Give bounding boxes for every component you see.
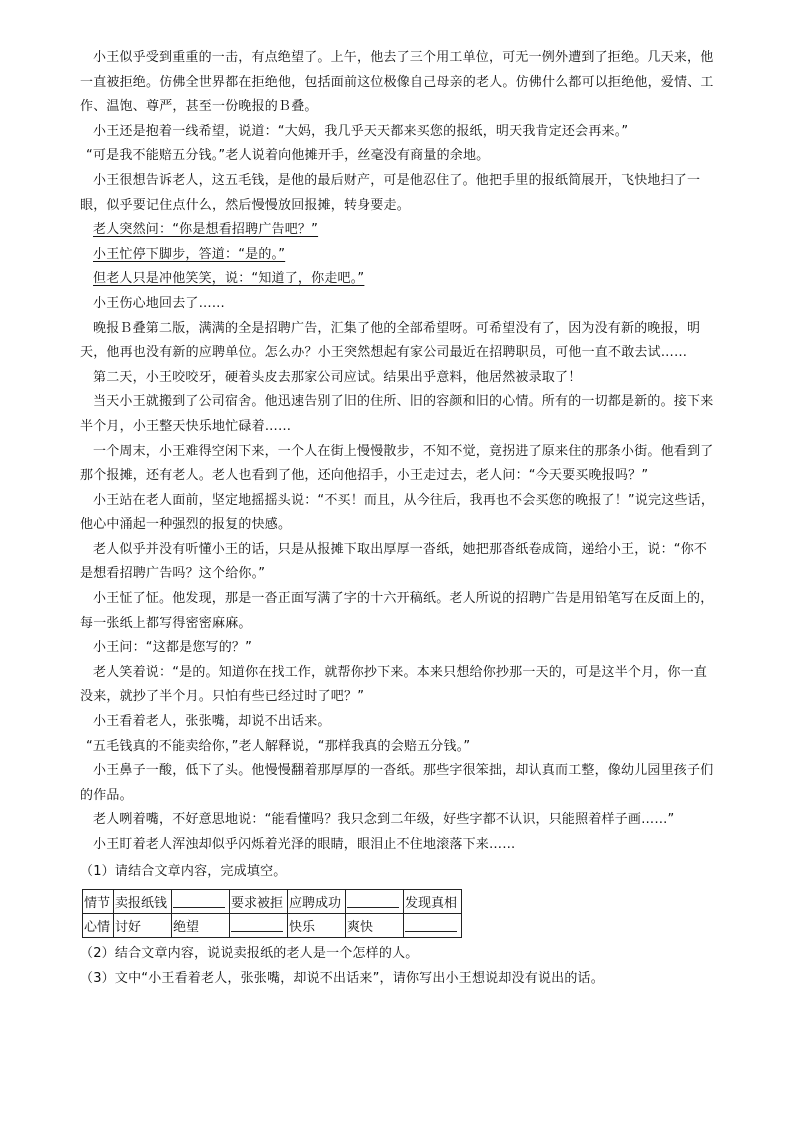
story-paragraph: 小王伤心地回去了…… — [93, 295, 226, 311]
answer-blank[interactable] — [405, 917, 457, 932]
question-2: （2）结合文章内容，说说卖报纸的老人是一个怎样的人。 — [80, 946, 419, 962]
story-paragraph: 一个周末，小王难得空闲下来，一个人在街上慢慢散步，不知不觉，竟拐进了原来住的那条小街。他看到了那个报摊，还有老人。老人也看到了他，还向他招手，小王走过去，老人问：“今天要买晚报吗？” — [80, 443, 714, 484]
table-cell: 快乐 — [288, 914, 346, 938]
story-paragraph: “可是我不能赔五分钱。”老人说着向他摊开手，丝毫没有商量的余地。 — [86, 148, 490, 164]
story-paragraph: 小王还是抱着一线希望，说道：“大妈，我几乎天天都来买您的报纸，明天我肯定还会再来。” — [93, 123, 629, 139]
table-cell: 绝望 — [172, 914, 230, 938]
story-paragraph: 小王似乎受到重重的一击，有点绝望了。上午，他去了三个用工单位，可无一例外遭到了拒绝。几天来，他一直被拒绝。仿佛全世界都在拒绝他，包括面前这位极像自己母亲的老人。仿佛什么都可以拒绝他，爱情、工作、温饱、尊严，甚至一份晚报的Ｂ叠。 — [80, 50, 714, 115]
story-paragraph: 当天小王就搬到了公司宿舍。他迅速告别了旧的住所、旧的容颜和旧的心情。所有的一切都是新的。接下来半个月，小王整天快乐地忙碌着…… — [80, 394, 714, 434]
table-cell: 爽快 — [346, 914, 404, 938]
story-paragraph: 小王问：“这都是您写的？” — [93, 640, 253, 656]
table-cell: 讨好 — [114, 914, 172, 938]
answer-blank[interactable] — [231, 917, 283, 932]
story-paragraph: 小王站在老人面前，坚定地摇摇头说：“不买！而且，从今往后，我再也不会买您的晚报了！”说完这些话，他心中涌起一种强烈的报复的快感。 — [80, 492, 715, 533]
story-paragraph: 小王鼻子一酸，低下了头。他慢慢翻着那厚厚的一沓纸。那些字很笨拙，却认真而工整，像幼儿园里孩子们的作品。 — [80, 763, 714, 803]
table-row-plot — [83, 890, 462, 914]
story-paragraph: 老人咧着嘴，不好意思地说：“能看懂吗？我只念到二年级，好些字都不认识，只能照着样子画……” — [93, 812, 675, 828]
table-cell-blank[interactable] — [346, 890, 404, 914]
story-paragraph: 老人笑着说：“是的。知道你在找工作，就帮你抄下来。本来只想给你抄那一天的，可是这半个月，你一直没来，就抄了半个月。只怕有些已经过时了吧？” — [80, 664, 708, 705]
table-cell: 要求被拒 — [230, 890, 288, 914]
table-cell-blank[interactable] — [404, 914, 462, 938]
story-paragraph: “五毛钱真的不能卖给你，”老人解释说，“那样我真的会赔五分钱。” — [86, 738, 471, 754]
story-paragraph: 小王看着老人，张张嘴，却说不出话来。 — [93, 714, 331, 730]
story-paragraph: 小王怔了怔。他发现，那是一沓正面写满了字的十六开稿纸。老人所说的招聘广告是用铅笔写在反面上的，每一张纸上都写得密密麻麻。 — [80, 591, 714, 631]
table-cell-blank[interactable] — [172, 890, 230, 914]
fill-in-table — [82, 889, 462, 938]
table-cell: 情节 — [83, 890, 114, 914]
story-paragraph-underlined: 小王忙停下脚步，答道：“是的。” — [93, 246, 286, 262]
answer-blank[interactable] — [173, 893, 225, 908]
table-row-mood — [83, 914, 462, 938]
story-paragraph-underlined: 老人突然问：“你是想看招聘广告吧？” — [93, 222, 319, 238]
story-paragraph-underlined: 但老人只是冲他笑笑，说：“知道了，你走吧。” — [93, 271, 365, 287]
table-cell: 心情 — [83, 914, 114, 938]
story-paragraph: 第二天，小王咬咬牙，硬着头皮去那家公司应试。结果出乎意料，他居然被录取了！ — [93, 369, 582, 385]
table-cell: 应聘成功 — [288, 890, 346, 914]
answer-blank[interactable] — [347, 893, 399, 908]
story-content — [80, 46, 716, 991]
question-3: （3）文中“小王看着老人，张张嘴，却说不出话来”，请你写出小王想说却没有说出的话。 — [80, 970, 604, 986]
table-cell: 卖报纸钱 — [114, 890, 172, 914]
question-1: （1）请结合文章内容，完成填空。 — [80, 863, 287, 879]
table-cell: 发现真相 — [404, 890, 462, 914]
story-paragraph: 小王很想告诉老人，这五毛钱，是他的最后财产，可是他忍住了。他把手里的报纸简展开，飞快地扫了一眼，似乎要记住点什么，然后慢慢放回报摊，转身要走。 — [80, 172, 701, 213]
story-paragraph: 老人似乎并没有听懂小王的话，只是从报摊下取出厚厚一沓纸，她把那沓纸卷成筒，递给小王，说：“你不是想看招聘广告吗？这个给你。” — [80, 541, 708, 582]
story-paragraph: 小王盯着老人浑浊却似乎闪烁着光泽的眼睛，眼泪止不住地滚落下来…… — [93, 837, 516, 852]
story-paragraph: 晚报Ｂ叠第二版，满满的全是招聘广告，汇集了他的全部希望呀。可希望没有了，因为没有新的晚报，明天，他再也没有新的应聘单位。怎么办？小王突然想起有家公司最近在招聘职员，可他一直不敢去试…… — [80, 320, 701, 361]
table-cell-blank[interactable] — [230, 914, 288, 938]
